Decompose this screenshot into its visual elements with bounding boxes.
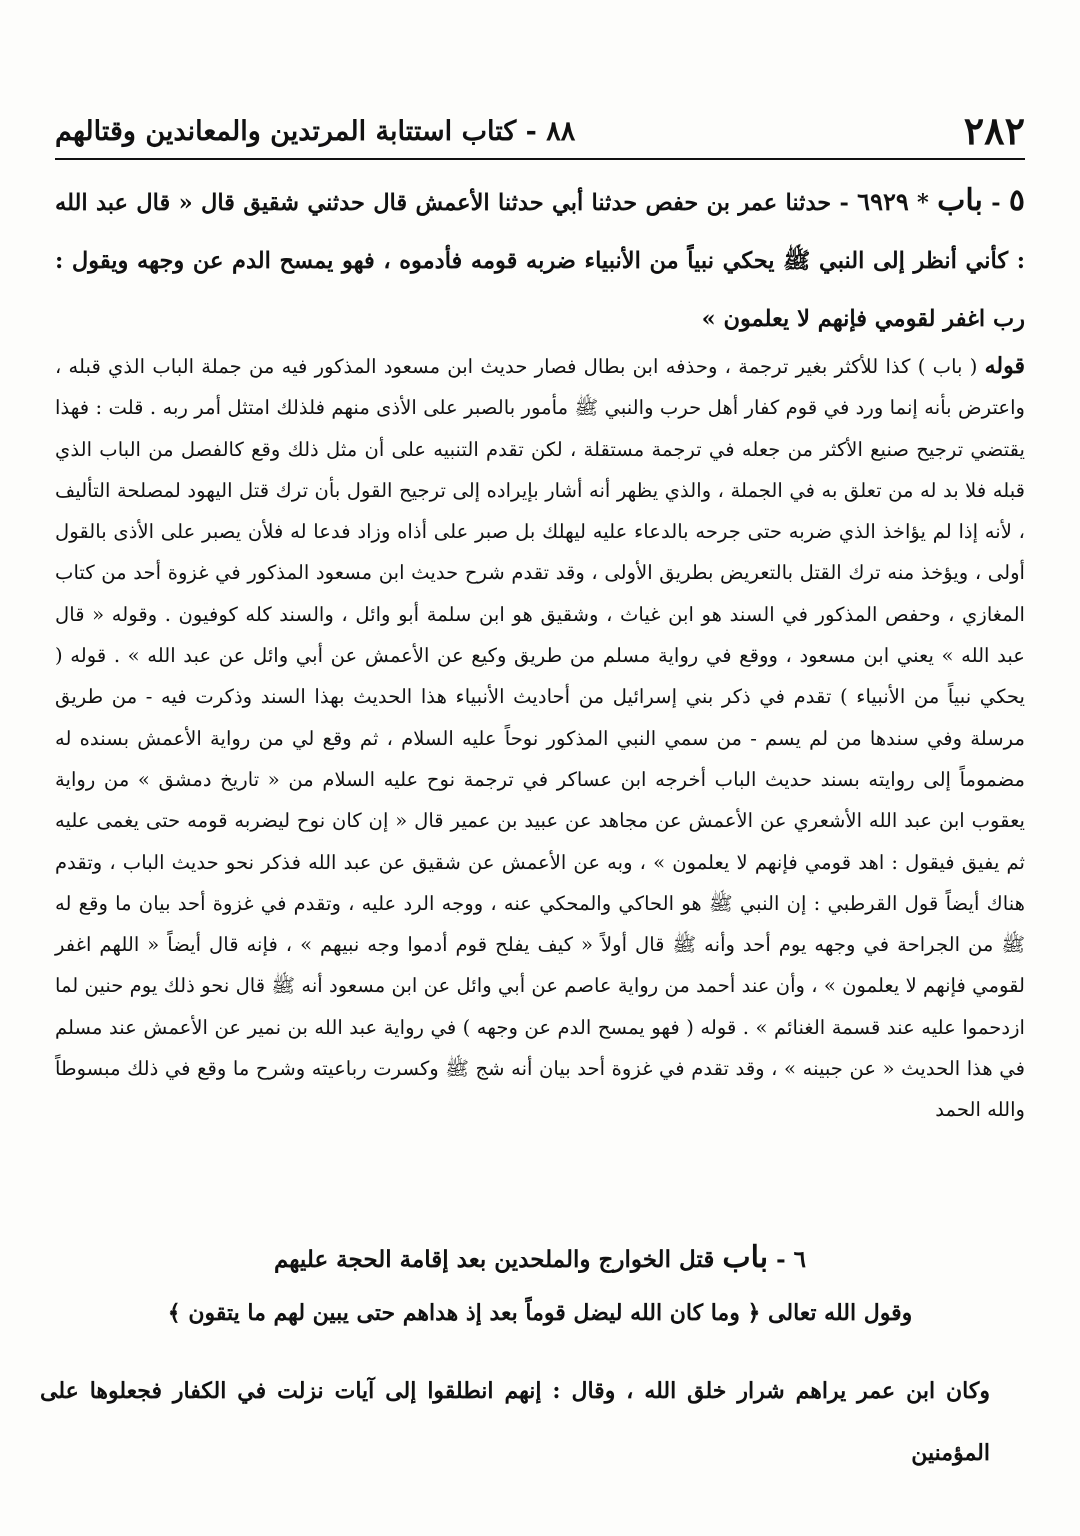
page-header [55,104,1025,158]
chapter6-label: باب [722,1240,769,1275]
commentary-body: ( باب ) كذا للأكثر بغير ترجمة ، وحذفه ابن بطال فصار حديث ابن مسعود المذكور فيه من جملة الباب الذي قبله ، واعترض بأنه إنما ورد في قوم كفار أهل حرب والنبي ﷺ مأمور بالصبر على الأذى منهم فلذلك امتثل أمر ربه . قلت : فهذا يقتضي ترجيح صنيع الأكثر من جعله في ترجمة مستقلة ، لكن تقدم التنبيه على أن مثل ذلك وقع كالفصل من الباب الذي قبله فلا بد له من تعلق به في الجملة ، والذي يظهر أنه أشار بإيراده إلى ترجيح القول بأن ترك قتل اليهود لمصلحة التأليف ، لأنه إذا لم يؤاخذ الذي ضربه حتى جرحه بالدعاء عليه ليهلك بل صبر على أذاه وزاد فدعا له فلأن يصبر على الأذى بالقول أولى ، ويؤخذ منه ترك القتل بالتعريض بطريق الأولى ، وقد تقدم شرح حديث ابن مسعود المذكور في غزوة أحد من كتاب المغازي ، وحفص المذكور في السند هو ابن غياث ، وشقيق هو ابن سلمة أبو وائل ، والسند كله كوفيون . وقوله « قال عبد الله » يعني ابن مسعود ، ووقع في رواية مسلم من طريق وكيع عن الأعمش عن أبي وائل عن عبد الله » . قوله ( يحكي نبياً من الأنبياء ) تقدم في ذكر بني إسرائيل من أحاديث الأنبياء هذا الحديث بهذا السند وذكرت فيه - من طريق مرسلة وفي سندها من لم يسم - من سمي النبي المذكور نوحاً عليه السلام ، ثم وقع لي من رواية الأعمش بسنده له مضموماً إلى روايته بسند حديث الباب أخرجه ابن عساكر في ترجمة نوح عليه السلام من « تاريخ دمشق » من رواية يعقوب ابن عبد الله الأشعري عن الأعمش عن مجاهد عن عبيد بن عمير قال « إن كان نوح ليضربه قومه حتى يغمى عليه ثم يفيق فيقول : اهد قومي فإنهم لا يعلمون » ، وبه عن الأعمش عن شقيق عن عبد الله فذكر نحو حديث الباب ، وتقدم هناك أيضاً قول القرطبي : إن النبي ﷺ هو الحاكي والمحكي عنه ، ووجه الرد عليه ، وتقدم في غزوة أحد بيان ما وقع له ﷺ من الجراحة في وجهه يوم أحد وأنه ﷺ قال أولاً « كيف يفلح قوم أدموا وجه نبيهم » ، فإنه قال أيضاً « اللهم اغفر لقومي فإنهم لا يعلمون » ، وأن عند أحمد من رواية عاصم عن أبي وائل عن ابن مسعود أنه ﷺ قال نحو ذلك يوم حنين لما ازدحموا عليه عند قسمة الغنائم » . قوله ( فهو يمسح الدم عن وجهه ) في رواية عبد الله بن نمير عن الأعمش عند مسلم في هذا الحديث « عن جبينه » ، وقد تقدم في غزوة أحد بيان أنه شج ﷺ وكسرت رباعيته وشرح ما وقع في ذلك مبسوطاً والله الحمد [55,355,1025,1122]
chapter-number: ٥ [1008,183,1026,218]
chapter-heading: ٦ - باب قتل الخوارج والملحدين بعد إقامة الحجة عليهم [273,1240,807,1275]
chapter6-number: ٦ [793,1246,807,1273]
hadith-matn: « قال عبد الله : كأني أنظر إلى النبي ﷺ يحكي نبياً من الأنبياء ضربه قومه فأدموه ، فهو يمسح الدم عن وجهه ويقول : رب اغفر لقومي فإنهم لا يعلمون » [55,190,1025,332]
hadith-number: ٦٩٢٩ [857,187,909,216]
hadith-isnad: حدثنا عمر بن حفص حدثنا أبي حدثنا الأعمش قال حدثني شقيق قال [200,190,832,216]
header-rule [55,158,1025,160]
chapter6-title: قتل الخوارج والملحدين بعد إقامة الحجة عليهم [273,1246,715,1273]
chapter-label: باب [937,183,983,218]
hadith-block: ٥ - باب * ٦٩٢٩ - حدثنا عمر بن حفص حدثنا أبي حدثنا الأعمش قال حدثني شقيق قال « قال عبد الله : كأني أنظر إلى النبي ﷺ يحكي نبياً من الأنبياء ضربه قومه فأدموه ، فهو يمسح الدم عن وجهه ويقول : رب اغفر لقومي فإنهم لا يعلمون » [55,183,1026,332]
ibn-umar-statement: وكان ابن عمر يراهم شرار خلق الله ، وقال : إنهم انطلقوا إلى آيات نزلت في الكفار فجعلوها على المؤمنين [40,1378,990,1466]
quran-verse: وقول الله تعالى ﴿ وما كان الله ليضل قوماً بعد إذ هداهم حتى يبين لهم ما يتقون ﴾ [167,1300,913,1326]
commentary-lead: قوله [984,353,1025,379]
page-number: ٢٨٢ [963,108,1025,153]
commentary [55,346,1025,1131]
running-title: ٨٨ - كتاب استتابة المرتدين والمعاندين وقتالهم [55,116,576,147]
